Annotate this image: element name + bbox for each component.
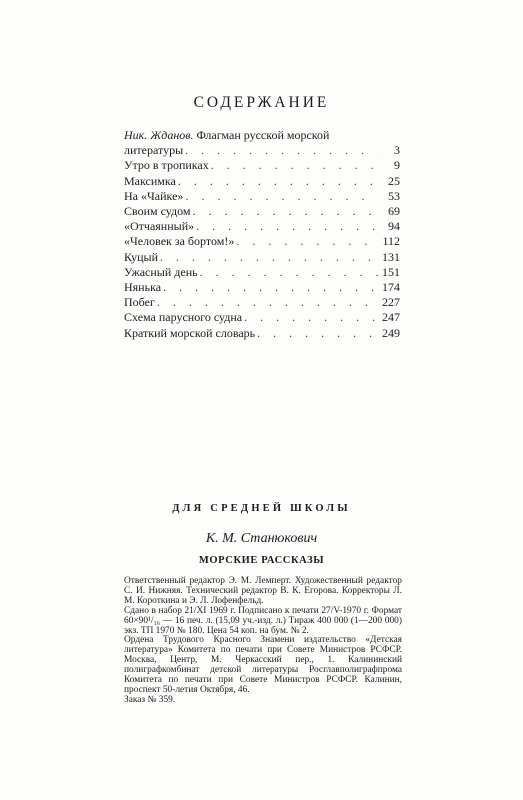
book-title: МОРСКИЕ РАССКАЗЫ — [198, 555, 325, 566]
imprint-block — [124, 577, 402, 706]
toc-entry-page: 112 — [382, 234, 400, 249]
toc-entry — [124, 280, 400, 295]
toc-leader-dots — [198, 265, 378, 280]
toc-entry-page: 131 — [382, 249, 400, 264]
toc-leader-dots — [176, 174, 378, 189]
imprint-print-details: Сдано в набор 21/XI 1969 г. Подписано к печати 27/V-1970 г. Формат 60×90¹/₁₆ — 16 печ. л. (15,09 уч.-изд. л.) Тираж 400 000 (1—200 000) экз. ТП 1970 № 180. Цена 54 коп. на бум. № 2. — [124, 605, 402, 636]
toc-entry — [124, 295, 400, 310]
toc-entry — [124, 234, 400, 249]
toc-entry-title: На «Чайке» — [124, 188, 184, 203]
toc-leader-dots — [183, 189, 378, 204]
toc-entry — [124, 265, 400, 280]
toc-leader-dots — [209, 158, 378, 173]
toc-entry-title: Краткий морской словарь — [124, 325, 256, 340]
imprint-publisher: Ордена Трудового Красного Знамени издательство «Детская литература» Комитета по печати при Совете Министров РСФСР. Москва, Центр, М. Черкасский пер., 1. Калининский полиграфкомбинат детской литературы Росглавполиграфпрома Комитета по печати при Совете Министров РСФСР. Калинин, проспект 50-летия Октября, 46. — [124, 635, 402, 695]
series-label: ДЛЯ СРЕДНЕЙ ШКОЛЫ — [172, 503, 351, 514]
toc-entry — [124, 310, 400, 325]
toc-entry-page: 94 — [388, 219, 400, 234]
toc-leader-dots — [242, 310, 378, 325]
toc-entry-page: 249 — [382, 325, 400, 340]
toc-foreword-title-line1: Флагман русской морской — [196, 128, 330, 142]
toc-entry — [124, 174, 400, 189]
toc-leader-dots — [183, 143, 378, 158]
toc-entry-title: Нянька — [124, 280, 162, 295]
toc-entry-title: «Отчаянный» — [124, 219, 195, 234]
toc-leader-dots — [234, 234, 378, 249]
toc-entry — [124, 204, 400, 219]
toc-leader-dots — [194, 219, 378, 234]
toc-entry — [124, 189, 400, 204]
toc-entry-page: 151 — [382, 264, 400, 279]
toc-entry-foreword — [124, 128, 400, 158]
toc-entry-page: 247 — [382, 310, 400, 325]
toc-foreword-title-line2: литературы — [124, 143, 184, 158]
toc-entry-title: Ужасный день — [124, 264, 198, 279]
toc-leader-dots — [158, 250, 378, 265]
toc-entry-page: 227 — [382, 295, 400, 310]
toc-entry-title: «Человек за бортом!» — [124, 234, 235, 249]
toc-entry — [124, 326, 400, 341]
toc-heading: СОДЕРЖАНИЕ — [193, 94, 330, 111]
toc-entry — [124, 219, 400, 234]
toc-entry-page: 69 — [388, 204, 400, 219]
toc-entry-title: Максимка — [124, 173, 176, 188]
author-name: К. М. Станюкович — [205, 531, 318, 546]
toc-leader-dots — [255, 326, 378, 341]
toc-foreword-page: 3 — [394, 143, 400, 158]
toc-entry-title: Побег — [124, 295, 155, 310]
toc-entry-page: 53 — [388, 188, 400, 203]
toc-entry-page: 174 — [382, 280, 400, 295]
toc-entry — [124, 250, 400, 265]
toc-leader-dots — [155, 295, 378, 310]
toc-leader-dots — [161, 280, 378, 295]
toc-entry-title: Своим судом — [124, 204, 191, 219]
imprint-editors: Ответственный редактор Э. М. Лемперт. Художественный редактор С. И. Нижняя. Технический редактор В. К. Егорова. Корректоры Л. М. Короткина и Э. Л. Лофенфельд. — [124, 576, 402, 606]
toc-leader-dots — [191, 204, 379, 219]
table-of-contents — [124, 128, 400, 341]
toc-entry — [124, 158, 400, 173]
toc-entry-title: Утро в тропиках — [124, 158, 209, 173]
toc-entry-page: 25 — [388, 173, 400, 188]
imprint-order: Заказ № 359. — [124, 694, 176, 705]
toc-entry-page: 9 — [394, 158, 400, 173]
toc-foreword-author: Ник. Жданов. — [124, 128, 194, 142]
toc-entry-title: Куцый — [124, 249, 159, 264]
toc-entry-title: Схема парусного судна — [124, 310, 243, 325]
